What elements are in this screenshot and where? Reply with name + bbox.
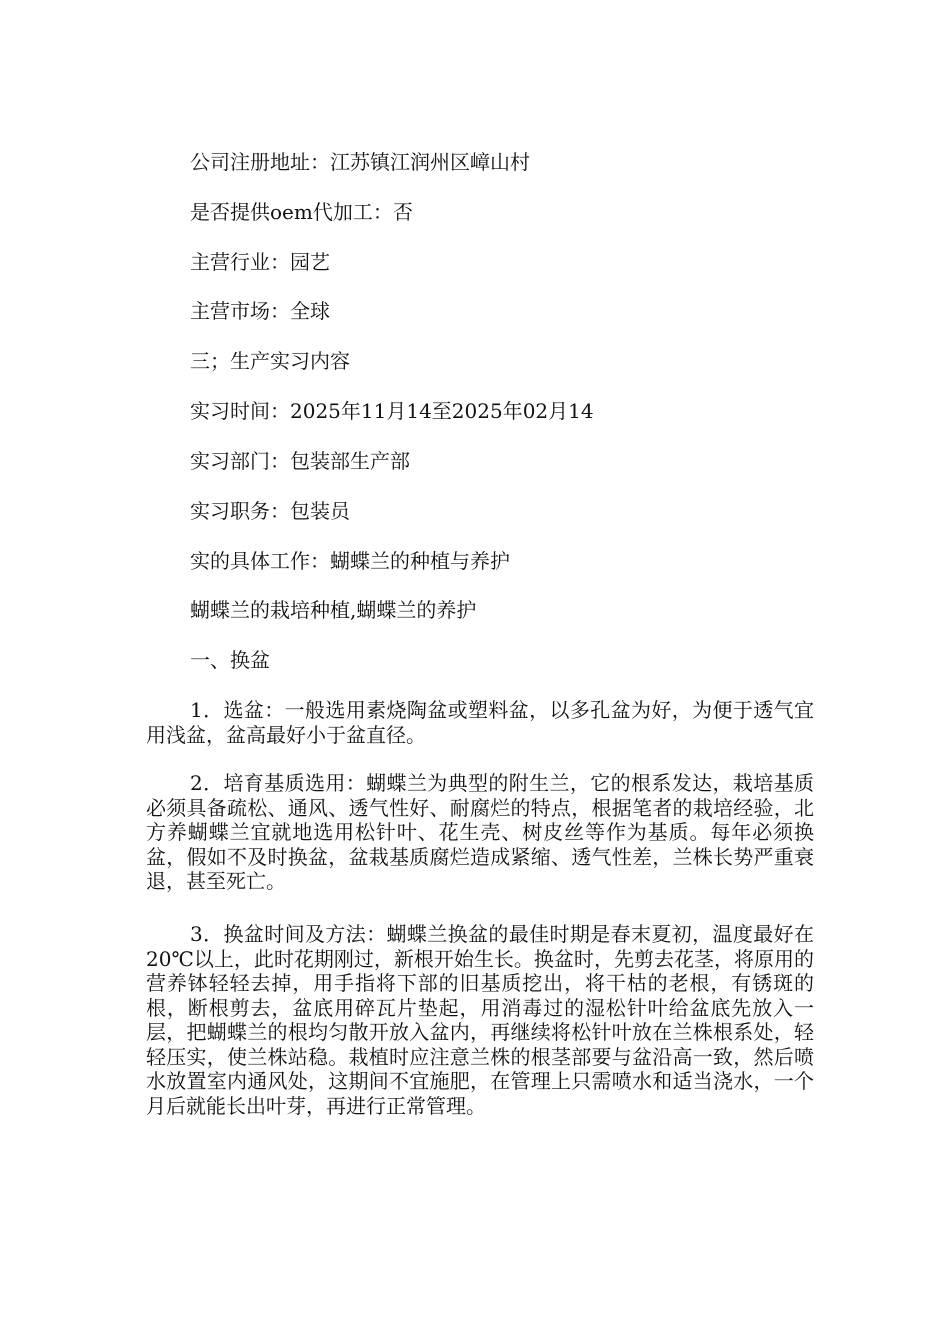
paragraph-pot-selection: 1．选盆：一般选用素烧陶盆或塑料盆，以多孔盆为好，为便于透气宜用浅盆，盆高最好小于盆直径。 [146, 698, 814, 747]
section-heading-internship: 三；生产实习内容 [190, 349, 350, 373]
internship-department-line: 实习部门：包装部生产部 [190, 449, 410, 473]
topic-line: 蝴蝶兰的栽培种植,蝴蝶兰的养护 [190, 598, 477, 622]
internship-position-line: 实习职务：包装员 [190, 499, 350, 523]
oem-line: 是否提供oem代加工：否 [190, 200, 413, 224]
paragraph-repotting-method: 3．换盆时间及方法：蝴蝶兰换盆的最佳时期是春末夏初，温度最好在20℃以上，此时花期刚过，新根开始生长。换盆时，先剪去花茎，将原用的营养钵轻轻去掉，用手指将下部的旧基质挖出，将干枯的老根，有锈斑的根，断根剪去，盆底用碎瓦片垫起，用消毒过的湿松针叶给盆底先放入一层，把蝴蝶兰的根均匀散开放入盆内，再继续将松针叶放在兰株根系处，轻轻压实，使兰株站稳。栽植时应注意兰株的根茎部要与盆沿高一致，然后喷水放置室内通风处，这期间不宜施肥，在管理上只需喷水和适当浇水，一个月后就能长出叶芽，再进行正常管理。 [146, 922, 814, 1118]
registered-address-line: 公司注册地址：江苏镇江润州区嶂山村 [190, 150, 530, 174]
main-industry-line: 主营行业：园艺 [190, 250, 330, 274]
specific-work-line: 实的具体工作：蝴蝶兰的种植与养护 [190, 549, 510, 573]
paragraph-substrate: 2．培育基质选用：蝴蝶兰为典型的附生兰，它的根系发达，栽培基质必须具备疏松、通风、透气性好、耐腐烂的特点，根据笔者的栽培经验，北方养蝴蝶兰宜就地选用松针叶、花生壳、树皮丝等作为基质。每年必须换盆，假如不及时换盆，盆栽基质腐烂造成紧缩、透气性差，兰株长势严重衰退，甚至死亡。 [146, 771, 814, 893]
internship-time-line: 实习时间：2025年11月14至2025年02月14 [190, 399, 594, 423]
main-market-line: 主营市场：全球 [190, 299, 330, 323]
section-heading-repotting: 一、换盆 [190, 648, 270, 672]
